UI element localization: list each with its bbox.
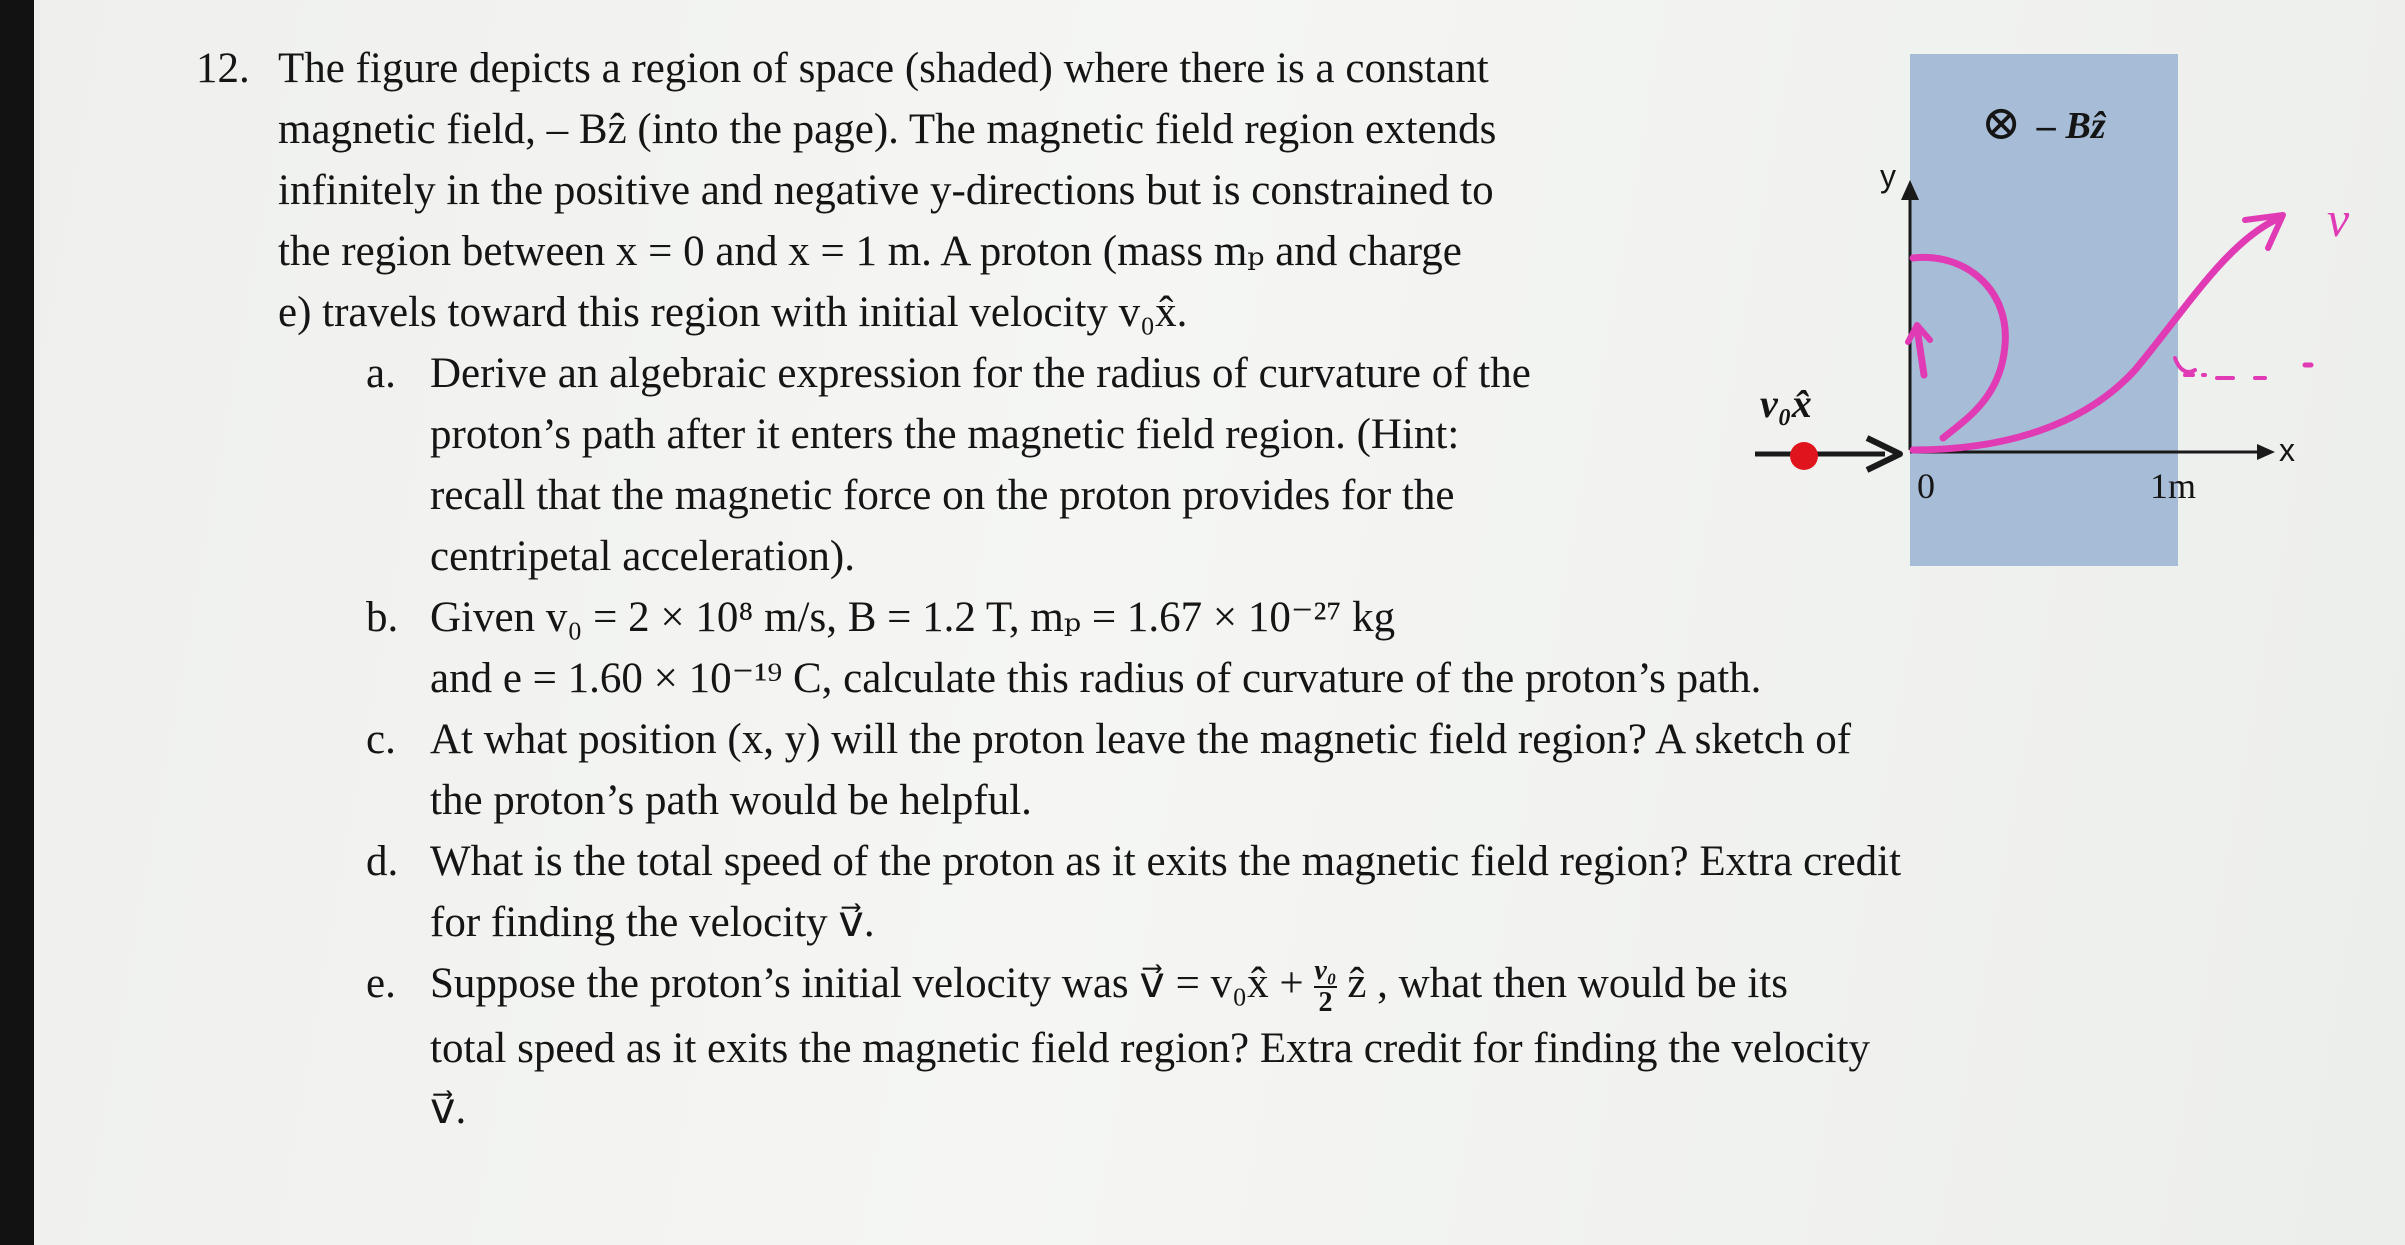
part-c-line: At what position (x, y) will the proton leave the magnetic field region? A sketch of	[430, 716, 1852, 763]
part-b-line: Given v₀ = 2 × 10⁸ m/s, B = 1.2 T, mₚ = 1.67 × 10⁻²⁷ kg	[430, 594, 1396, 641]
intro-line-2: magnetic field, – Bẑ (into the page). The magnetic field region extends	[278, 106, 1497, 153]
part-c-label: c.	[366, 716, 396, 763]
part-d	[196, 831, 2405, 953]
part-b-label: b.	[366, 594, 399, 641]
part-a-line: Derive an algebraic expression for the radius of curvature of the	[430, 350, 1531, 397]
intro-line-4: the region between x = 0 and x = 1 m. A proton (mass mₚ and charge	[278, 228, 1462, 275]
part-d-label: d.	[366, 838, 399, 885]
part-c	[196, 709, 2405, 831]
part-e	[196, 953, 2405, 1140]
part-b-line: and e = 1.60 × 10⁻¹⁹ C, calculate this radius of curvature of the proton’s path.	[430, 655, 1762, 702]
question-number: 12.	[196, 45, 250, 92]
part-a	[196, 343, 1726, 587]
intro-line-1: 12. The figure depicts a region of space (shaded) where there is a constant	[196, 38, 1726, 99]
y-axis-label: y	[1880, 158, 1896, 194]
part-a-line: proton’s path after it enters the magnetic field region. (Hint:	[430, 411, 1460, 458]
part-a-line: centripetal acceleration).	[430, 533, 855, 580]
part-a-label: a.	[366, 350, 396, 397]
part-c-line: the proton’s path would be helpful.	[430, 777, 1032, 824]
magnetic-field-figure	[1705, 40, 2405, 600]
intro-line-3: infinitely in the positive and negative y-directions but is constrained to	[278, 167, 1494, 214]
x-axis-arrowhead	[2257, 444, 2275, 460]
handwritten-v-label: v⃗	[2327, 191, 2389, 247]
into-page-icon: ⊗	[1981, 97, 2022, 150]
part-a-line: recall that the magnetic force on the proton provides for the	[430, 472, 1455, 519]
field-label: – Bẑ	[2037, 105, 2106, 147]
part-e-line: total speed as it exits the magnetic field region? Extra credit for finding the velocity	[430, 1025, 1871, 1073]
initial-velocity-label: v₀x̂	[1760, 381, 1812, 426]
one-meter-label: 1m	[2150, 466, 2197, 506]
part-e-line: Suppose the proton’s initial velocity was v⃗ = v₀x̂ + $\frac{\text{v₀}}{2}$ ẑ , what then would be its	[430, 955, 1788, 1019]
intro-line-5: e) travels toward this region with initial velocity v₀x̂.	[278, 289, 1188, 336]
part-e-label: e.	[366, 960, 396, 1007]
x-axis-label: x	[2279, 432, 2295, 468]
part-d-line: for finding the velocity v⃗.	[430, 899, 875, 946]
question-12	[196, 38, 1902, 1140]
part-b	[196, 587, 2405, 709]
part-e-line: v⃗.	[430, 1086, 467, 1134]
photo-dark-edge	[0, 0, 34, 1245]
fraction-v0-over-2: $\frac{\text{v₀}}{2}$	[1314, 955, 1337, 1019]
part-d-line: What is the total speed of the proton as it exits the magnetic field region? Extra credit	[430, 838, 1902, 885]
origin-label: 0	[1917, 466, 1935, 506]
proton-dot	[1790, 442, 1818, 470]
